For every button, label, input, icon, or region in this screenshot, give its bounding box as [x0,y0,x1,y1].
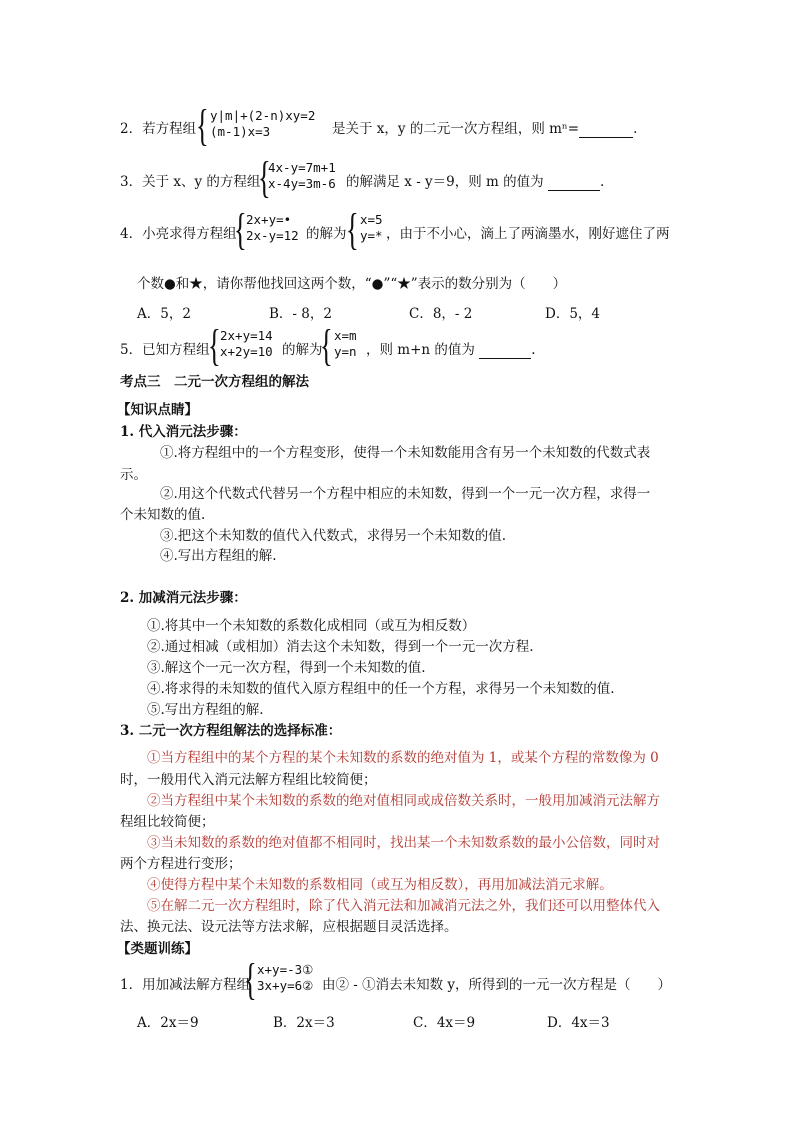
t1-system [257,962,313,994]
q4-solution-brace: { [346,205,359,254]
s1-step-4: ④.写出方程组的解. [160,548,277,564]
s1-step-2-cont: 个未知数的值. [120,507,206,523]
q4-option-b[interactable]: B．- 8，2 [269,306,332,322]
s1-title: 1. 代入消元法步骤： [120,424,247,440]
t1-option-d[interactable]: D．4x＝3 [547,1015,610,1031]
q3-end: . [599,174,605,190]
t1-option-c[interactable]: C．4x＝9 [413,1015,476,1031]
s3-line-5-cont: 法、换元法、设元法等方法求解，应根据题目灵活选择。 [120,919,458,935]
q5-eq1: 2x+y=14 [220,328,273,343]
q3-eq2: x-4y=3m-6 [268,176,336,191]
q3-eq1: 4x-y=7m+1 [268,160,336,175]
s1-step-1: ①.将方程组中的一个方程变形，使得一个未知数能用含有另一个未知数的代数式表 [160,445,651,461]
s2-step-5: ⑤.写出方程组的解. [147,702,264,718]
s3-line-2-cont: 程组比较简便； [120,814,215,830]
s2-step-3: ③.解这个一元一次方程，得到一个未知数的值. [147,660,426,676]
q4-sol2: y=* [360,228,383,243]
q5-sol2: y=n [334,344,357,359]
q3-number: 3．关于 x、y 的方程组 [120,174,261,190]
q4-rest: ，由于不小心，滴上了两滴墨水，刚好遮住了两 [386,226,670,242]
q2-answer-blank [579,121,633,138]
q5-solution-brace: { [320,321,333,370]
q2-rest: 是关于 x，y 的二元一次方程组，则 mⁿ= [332,121,580,137]
s2-step-2: ②.通过相减（或相加）消去这个未知数，得到一个一元一次方程. [147,639,534,655]
q4-sol1: x=5 [360,212,383,227]
q4-solution [360,212,383,244]
q4-system [246,212,299,244]
q5-solution [334,328,357,360]
q4-mid: 的解为 [306,226,347,242]
s1-step-3: ③.把这个未知数的值代入代数式，求得另一个未知数的值. [160,528,507,544]
s3-title: 3. 二元一次方程组解法的选择标准： [120,723,342,739]
q4-eq1: 2x+y=• [246,212,292,227]
q2-text [332,117,637,138]
q5-system [220,328,273,360]
t1-eq2: 3x+y=6② [257,978,314,993]
s2-step-4: ④.将求得的未知数的值代入原方程组中的任一个方程，求得另一个未知数的值. [147,681,615,697]
q5-end: . [531,342,536,358]
s3-line-3-cont: 两个方程进行变形； [120,856,242,872]
q3-answer-blank [548,174,600,191]
q2-eq1: y|m|+(2-n)xy=2 [210,108,316,123]
q5-rest: ，则 m+n 的值为 [366,342,475,358]
q4-eq2: 2x-y=12 [246,228,299,243]
knowledge-header: 【知识点睛】 [117,402,198,418]
q4-option-d[interactable]: D．5，4 [545,306,601,322]
q5-number: 5．已知方程组 [120,342,210,358]
q4-option-c[interactable]: C．8，- 2 [409,306,473,322]
s2-step-1: ①.将其中一个未知数的系数化成相同（或互为相反数） [147,618,476,634]
q5-mid: 的解为 [282,342,323,358]
s3-line-2: ②当方程组中某个未知数的系数的绝对值相同或成倍数关系时，一般用加减消元法解方 [147,793,660,809]
q5-answer-blank [479,342,531,359]
q3-system [268,160,336,192]
q2-number: 2．若方程组 [120,121,197,137]
q4-number: 4．小亮求得方程组 [120,226,237,242]
q4-line2: 个数●和★，请你帮他找回这两个数，“●”“★”表示的数分别为（ ） [137,276,567,292]
q2-eq2: (m-1)x=3 [210,124,271,139]
s1-step-2: ②.用这个代数式代替另一个方程中相应的未知数，得到一个一元一次方程，求得一 [160,486,651,502]
t1-brace: { [244,955,257,1004]
t1-number: 1．用加减法解方程组 [120,977,251,993]
q5-text [366,338,535,359]
s3-line-5: ⑤在解二元一次方程组时，除了代入消元法和加减消元法之外，我们还可以用整体代入 [147,898,660,914]
q3-rest: 的解满足 x - y＝9，则 m 的值为 [346,174,544,190]
s3-line-1-cont: 时，一般用代入消元法解方程组比较简便； [120,772,377,788]
q4-brace: { [234,205,247,254]
q2-system [210,108,315,140]
s2-title: 2. 加减消元法步骤： [120,590,247,606]
t1-option-a[interactable]: A．2x＝9 [137,1015,199,1031]
q2-brace: { [196,101,209,150]
t1-rest: 由② - ①消去未知数 y，所得到的一元一次方程是（ ） [322,977,672,993]
q3-text [346,170,604,191]
section-title: 考点三 二元一次方程组的解法 [120,374,309,390]
t1-eq1: x+y=-3① [257,962,314,977]
q3-brace: { [258,153,271,202]
t1-option-b[interactable]: B．2x＝3 [273,1015,335,1031]
s3-line-3: ③当未知数的系数的绝对值都不相同时，找出某一个未知数系数的最小公倍数，同时对 [147,835,660,851]
s3-line-1: ①当方程组中的某个方程的某个未知数的系数的绝对值为 1，或某个方程的常数像为 0 [147,750,659,766]
q5-sol1: x=m [334,328,357,343]
q5-brace: { [208,321,221,370]
s1-step-1-cont: 示。 [120,467,147,483]
q5-eq2: x+2y=10 [220,344,273,359]
training-header: 【类题训练】 [117,941,198,957]
q4-option-a[interactable]: A．5，2 [137,306,191,322]
s3-line-4: ④使得方程中某个未知数的系数相同（或互为相反数），再用加减法消元求解。 [147,877,613,893]
q2-end: . [633,121,638,137]
